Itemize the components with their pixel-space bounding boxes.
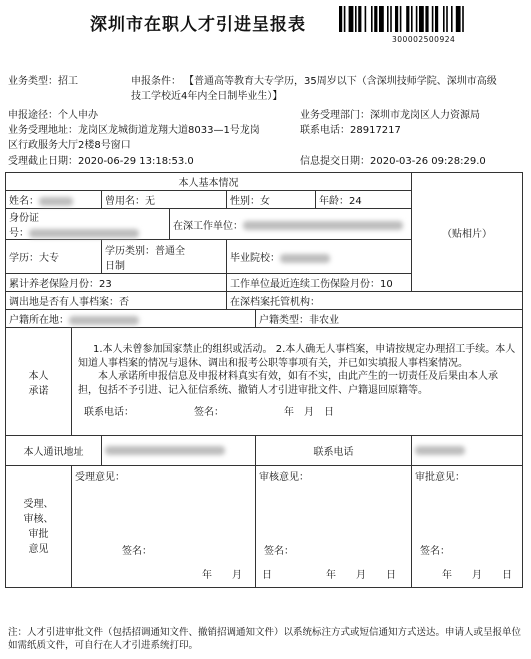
review-opinion-cell — [256, 466, 412, 588]
pension-months: 累计养老保险月份：23 — [6, 274, 227, 292]
barcode-number: 300002500924 — [392, 35, 456, 44]
deadline-date: 受理截止日期：2020-06-29 13:18:53.0 — [8, 156, 194, 167]
school-cell — [227, 240, 412, 274]
edu-type-cell — [102, 240, 227, 274]
hukou-type: 户籍类型：非农业 — [256, 310, 523, 328]
opinion-label-3: 审批 — [28, 528, 49, 540]
promise-date: 年 月 日 — [284, 407, 334, 419]
apply-route: 申报途径：个人申办 — [8, 110, 98, 121]
promise-phone-label: 联系电话： — [84, 407, 134, 419]
approve-opinion-cell — [412, 466, 523, 588]
age: 年龄：24 — [316, 191, 412, 209]
phone-label: 联系电话 — [256, 436, 412, 466]
id-label-2: 号： — [9, 228, 29, 239]
opinion-label-2: 审核、 — [23, 513, 54, 525]
promise-sign-label: 签名： — [194, 407, 224, 419]
promise-label-1: 本人 — [28, 370, 49, 382]
promise-content — [72, 328, 523, 436]
condition-line-2: 技工学校近4年内全日制毕业生）】 — [131, 91, 283, 102]
accept-sign-label: 签名： — [122, 546, 152, 557]
promise-paragraph-2: 本人承诺所申报信息及申报材料真实有效，如有不实，由此产生的一切责任及后果由本人承担，包括不予引进、记入征信系统、撤销人才引进审批文件、户籍退回原籍等。 — [78, 371, 498, 396]
used-name: 曾用名：无 — [102, 191, 227, 209]
approve-opinion-label: 审批意见： — [415, 472, 465, 483]
promise-sign-row — [78, 406, 516, 420]
address-label: 本人通讯地址 — [6, 436, 102, 466]
id-label-1: 身份证 — [9, 213, 39, 224]
hukou-location-cell — [6, 310, 256, 328]
education: 学历：大专 — [6, 240, 102, 274]
hukou-location-label: 户籍所在地： — [9, 315, 69, 326]
review-date: 年 月 日 — [326, 570, 396, 581]
opinion-label-4: 意见 — [28, 543, 49, 555]
injury-months: 工作单位最近连续工伤保险月份：10 — [227, 274, 412, 292]
footnote: 注：人才引进审批文件（包括招调通知文件、撤销招调通知文件）以系统标注方式或短信通知方式送达。申请人或呈报单位如需纸质文件，可自行在人才引进系统打印。 — [8, 627, 522, 651]
contact-phone: 联系电话：28917217 — [300, 125, 401, 136]
approve-date: 年 月 日 — [442, 570, 512, 581]
condition-label: 申报条件： — [131, 76, 181, 87]
edu-type-2: 日制 — [105, 260, 125, 272]
promise-label-2: 承诺 — [28, 385, 49, 397]
business-type-value: 招工 — [58, 76, 78, 87]
name-label: 姓名： — [9, 196, 39, 207]
id-cell — [6, 209, 170, 240]
name-cell — [6, 191, 102, 209]
phone-value — [412, 436, 523, 466]
promise-label — [6, 328, 72, 436]
barcode — [339, 6, 509, 32]
review-sign-label: 签名： — [264, 546, 294, 557]
condition-line-1: 【普通高等教育大专学历，35周岁以下（含深圳技师学院、深圳市高级 — [184, 76, 497, 87]
edu-type-1: 学历类别：普通全 — [105, 245, 185, 257]
photo-placeholder: （贴相片） — [412, 173, 523, 292]
work-unit-label: 在深工作单位： — [173, 220, 243, 232]
application-form-table — [5, 172, 523, 588]
submit-date: 信息提交日期：2020-03-26 09:28:29.0 — [300, 156, 486, 167]
work-unit-cell — [170, 209, 412, 240]
review-opinion-label: 审核意见： — [259, 472, 309, 483]
accept-opinion-label: 受理意见： — [75, 472, 125, 483]
accept-opinion-cell — [72, 466, 272, 588]
approve-sign-label: 签名： — [420, 546, 450, 557]
archive-agency: 在深档案托管机构： — [227, 292, 523, 310]
accept-address-line-2: 区行政服务大厅2楼8号窗口 — [8, 140, 131, 151]
school-label: 毕业院校： — [230, 253, 280, 264]
accept-address-line-1: 业务受理地址：龙岗区龙城街道龙翔大道8033—1号龙岗 — [8, 125, 260, 136]
accept-dept: 业务受理部门：深圳市龙岗区人力资源局 — [300, 110, 480, 121]
business-type — [8, 72, 78, 87]
opinion-label-1: 受理、 — [23, 498, 54, 510]
page-title: 深圳市在职人才引进呈报表 — [90, 15, 306, 35]
business-type-label: 业务类型： — [8, 76, 58, 87]
gender: 性别：女 — [227, 191, 316, 209]
basic-info-header: 本人基本情况 — [6, 173, 412, 191]
address-value — [102, 436, 256, 466]
archive-out: 调出地是否有人事档案：否 — [6, 292, 227, 310]
opinion-label — [6, 466, 72, 588]
accept-date: 年 月 日 — [202, 570, 272, 581]
promise-paragraph-1: 1.本人未曾参加国家禁止的组织或活动。 2.本人确无人事档案，申请按规定办理招工手续。本人知道人事档案的情况与退休、调出和报考公职等事项有关，并已如实填报人事档案情况。 — [78, 344, 516, 369]
